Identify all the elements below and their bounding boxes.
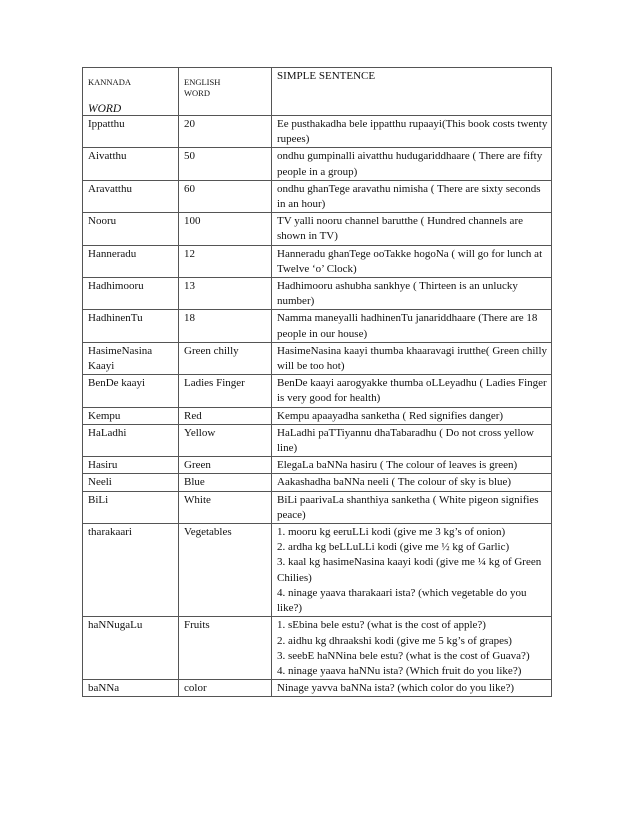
sentence-cell: HaLadhi paTTiyannu dhaTabaradhu ( Do not cross yellow line) bbox=[272, 424, 552, 456]
sentence-cell: Ee pusthakadha bele ippatthu rupaayi(This book costs twenty rupees) bbox=[272, 116, 552, 148]
kannada-word-cell: Hadhimooru bbox=[83, 278, 179, 310]
sentence-line: 1. mooru kg eeruLLi kodi (give me 3 kg’s of onion) bbox=[277, 526, 506, 539]
english-word-cell: 100 bbox=[179, 213, 272, 245]
table-row bbox=[83, 213, 552, 245]
table-row bbox=[83, 407, 552, 424]
kannada-word-cell: BenDe kaayi bbox=[83, 375, 179, 407]
kannada-word-cell: Ippatthu bbox=[83, 116, 179, 148]
english-word-cell: Blue bbox=[179, 474, 272, 491]
sentence-line: 2. aidhu kg dhraakshi kodi (give me 5 kg’s of grapes) bbox=[277, 634, 512, 647]
table-row bbox=[83, 491, 552, 523]
english-word-cell: 50 bbox=[179, 148, 272, 180]
sentence-line: 1. sEbina bele estu? (what is the cost of apple?) bbox=[277, 619, 486, 632]
kannada-word-cell: HadhinenTu bbox=[83, 310, 179, 342]
kannada-word-cell: Hasiru bbox=[83, 457, 179, 474]
sentence-cell bbox=[272, 524, 552, 617]
header-word-label: WORD bbox=[88, 103, 122, 115]
sentence-cell: Hanneradu ghanTege ooTakke hogoNa ( will go for lunch at Twelve ‘o’ Clock) bbox=[272, 245, 552, 277]
english-word-cell: color bbox=[179, 680, 272, 697]
table-row bbox=[83, 474, 552, 491]
table-row bbox=[83, 245, 552, 277]
english-word-cell: 12 bbox=[179, 245, 272, 277]
table-row bbox=[83, 680, 552, 697]
english-word-cell: White bbox=[179, 491, 272, 523]
kannada-word-cell: tharakaari bbox=[83, 524, 179, 617]
sentence-cell: ondhu ghanTege aravathu nimisha ( There are sixty seconds in an hour) bbox=[272, 180, 552, 212]
english-word-cell: Yellow bbox=[179, 424, 272, 456]
english-word-cell: Red bbox=[179, 407, 272, 424]
english-word-cell: 20 bbox=[179, 116, 272, 148]
header-english-label: ENGLISH WORD bbox=[184, 77, 221, 98]
sentence-cell bbox=[272, 617, 552, 680]
header-kannada-label: KANNADA bbox=[88, 77, 131, 87]
vocabulary-table bbox=[82, 67, 552, 697]
table-row bbox=[83, 278, 552, 310]
kannada-word-cell: Kempu bbox=[83, 407, 179, 424]
sentence-line: 3. seebE haNNina bele estu? (what is the cost of Guava?) bbox=[277, 649, 530, 662]
kannada-word-cell: Aravatthu bbox=[83, 180, 179, 212]
table-row bbox=[83, 617, 552, 680]
table-row bbox=[83, 457, 552, 474]
sentence-line: 4. ninage yaava haNNu ista? (Which fruit do you like?) bbox=[277, 664, 522, 677]
header-kannada-word bbox=[83, 68, 179, 116]
kannada-word-cell: BiLi bbox=[83, 491, 179, 523]
sentence-cell: TV yalli nooru channel barutthe ( Hundred channels are shown in TV) bbox=[272, 213, 552, 245]
english-word-cell: 13 bbox=[179, 278, 272, 310]
sentence-cell: Hadhimooru ashubha sankhye ( Thirteen is an unlucky number) bbox=[272, 278, 552, 310]
kannada-word-cell: baNNa bbox=[83, 680, 179, 697]
kannada-word-cell: haNNugaLu bbox=[83, 617, 179, 680]
sentence-line: 3. kaal kg hasimeNasina kaayi kodi (give me ¼ kg of Green Chilies) bbox=[277, 556, 542, 584]
table-row bbox=[83, 524, 552, 617]
table-row bbox=[83, 148, 552, 180]
sentence-line: 2. ardha kg beLLuLLi kodi (give me ½ kg of Garlic) bbox=[277, 541, 510, 554]
english-word-cell: Ladies Finger bbox=[179, 375, 272, 407]
english-word-cell: Vegetables bbox=[179, 524, 272, 617]
sentence-cell: BenDe kaayi aarogyakke thumba oLLeyadhu ( Ladies Finger is very good for health) bbox=[272, 375, 552, 407]
table-row bbox=[83, 342, 552, 374]
english-word-cell: Fruits bbox=[179, 617, 272, 680]
english-word-cell: Green chilly bbox=[179, 342, 272, 374]
sentence-cell: BiLi paarivaLa shanthiya sanketha ( White pigeon signifies peace) bbox=[272, 491, 552, 523]
table-header-row bbox=[83, 68, 552, 116]
kannada-word-cell: Hanneradu bbox=[83, 245, 179, 277]
kannada-word-cell: HaLadhi bbox=[83, 424, 179, 456]
sentence-cell: HasimeNasina kaayi thumba khaaravagi irutthe( Green chilly will be too hot) bbox=[272, 342, 552, 374]
sentence-cell: Namma maneyalli hadhinenTu janariddhaare (There are 18 people in our house) bbox=[272, 310, 552, 342]
sentence-cell: Aakashadha baNNa neeli ( The colour of sky is blue) bbox=[272, 474, 552, 491]
table-row bbox=[83, 116, 552, 148]
sentence-cell: ondhu gumpinalli aivatthu hudugariddhaare ( There are fifty people in a group) bbox=[272, 148, 552, 180]
english-word-cell: Green bbox=[179, 457, 272, 474]
kannada-word-cell: Neeli bbox=[83, 474, 179, 491]
english-word-cell: 18 bbox=[179, 310, 272, 342]
sentence-cell: Kempu apaayadha sanketha ( Red signifies danger) bbox=[272, 407, 552, 424]
header-english-word bbox=[179, 68, 272, 116]
kannada-word-cell: HasimeNasina Kaayi bbox=[83, 342, 179, 374]
kannada-word-cell: Nooru bbox=[83, 213, 179, 245]
sentence-line: 4. ninage yaava tharakaari ista? (which vegetable do you like?) bbox=[277, 586, 527, 615]
kannada-word-cell: Aivatthu bbox=[83, 148, 179, 180]
header-simple-sentence: SIMPLE SENTENCE bbox=[272, 68, 552, 116]
table-row bbox=[83, 180, 552, 212]
table-row bbox=[83, 375, 552, 407]
sentence-cell: ElegaLa baNNa hasiru ( The colour of leaves is green) bbox=[272, 457, 552, 474]
sentence-cell: Ninage yavva baNNa ista? (which color do you like?) bbox=[272, 680, 552, 697]
table-row bbox=[83, 310, 552, 342]
english-word-cell: 60 bbox=[179, 180, 272, 212]
table-row bbox=[83, 424, 552, 456]
